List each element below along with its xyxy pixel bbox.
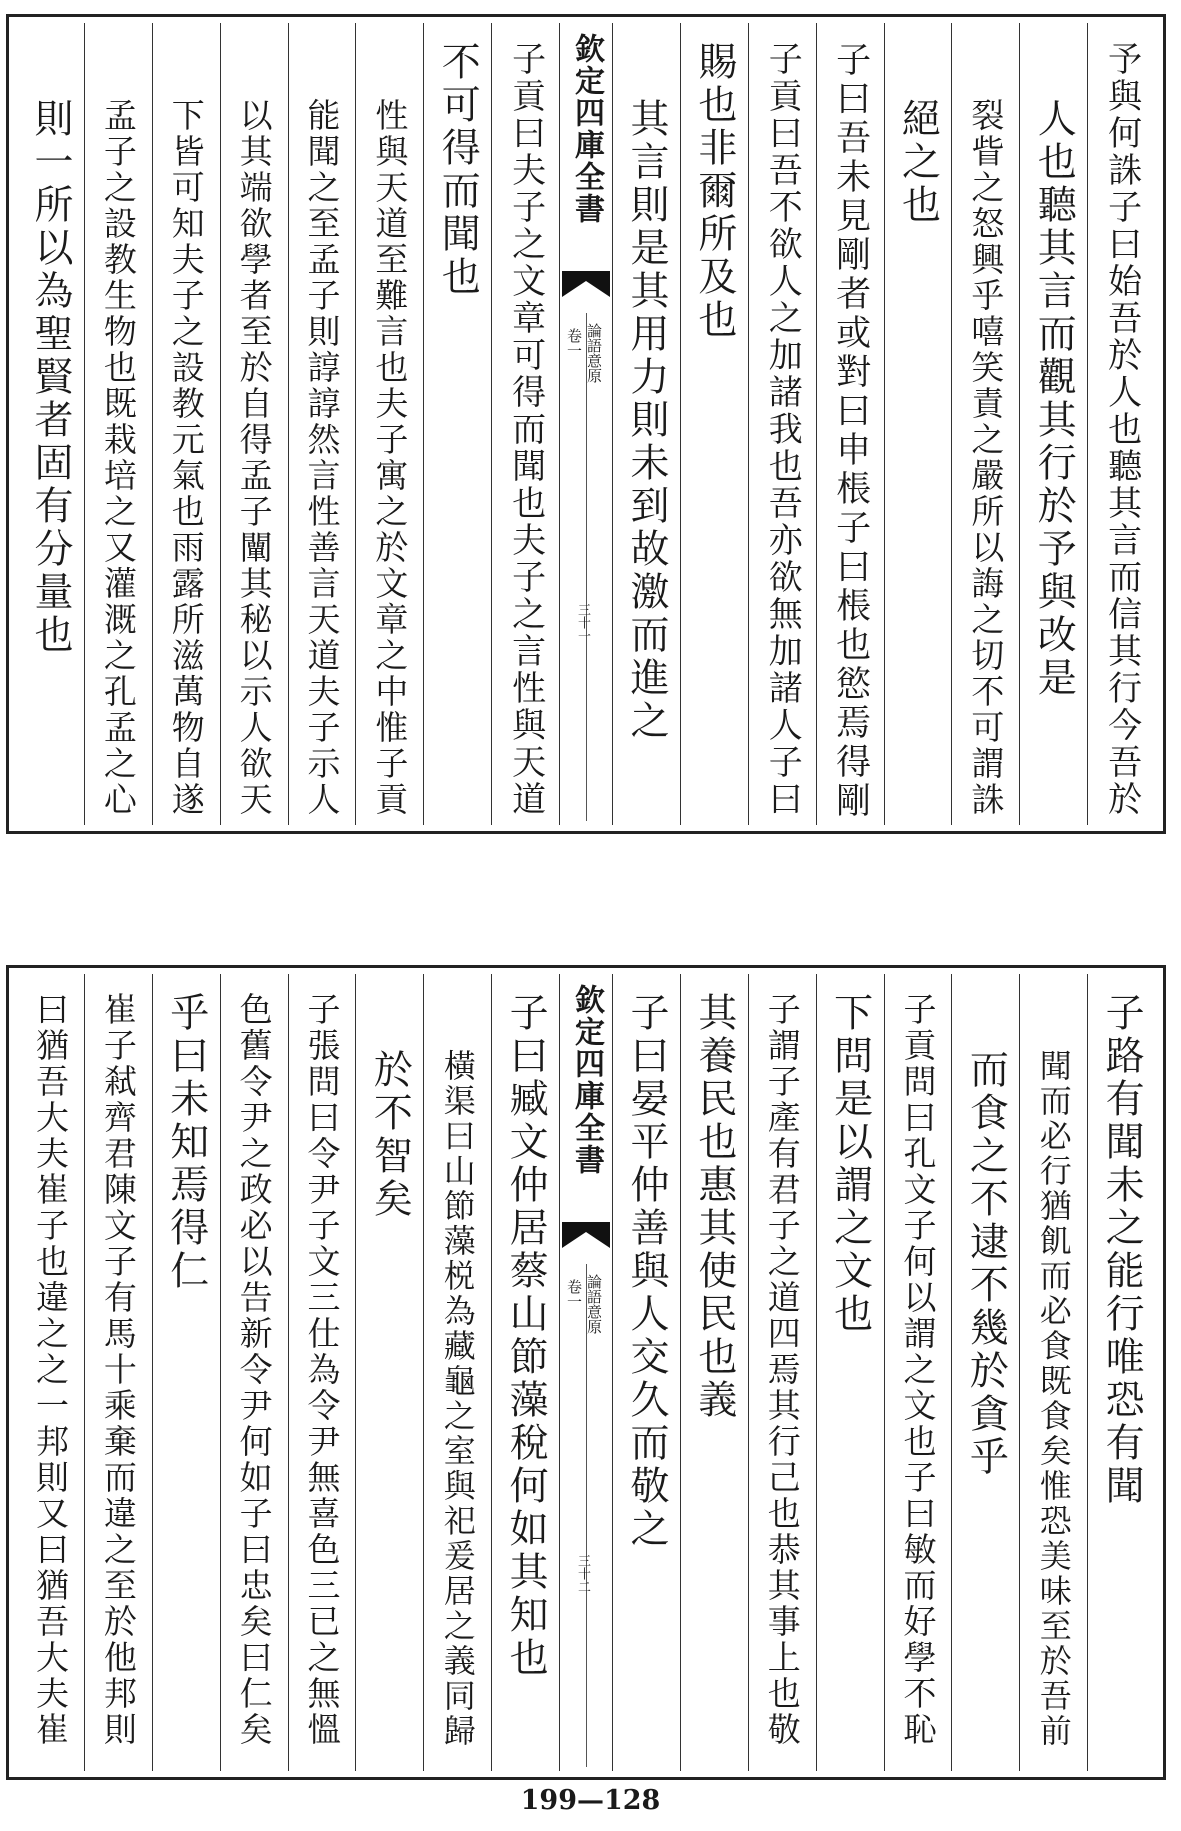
text-column: 而食之不逮不幾於貪乎 [951, 974, 1019, 1771]
book-header-title: 欽定四庫全書 [569, 33, 604, 225]
bottom-page [6, 965, 1166, 1780]
text-column: 絕之也 [884, 23, 952, 825]
text-column: 子謂子產有君子之道四焉其行己也恭其事上也敬 [748, 974, 816, 1771]
center-margin [559, 23, 612, 825]
text-column: 子貢曰吾不欲人之加諸我也吾亦欲無加諸人子曰 [748, 23, 816, 825]
text-column: 下皆可知夫子之設教元氣也雨露所滋萬物自遂 [152, 23, 220, 825]
book-name: 論語意原 [585, 323, 603, 383]
text-column: 乎曰未知焉得仁 [152, 974, 220, 1771]
book-header-title: 欽定四庫全書 [569, 984, 604, 1176]
page-footer-number: 199—128 [520, 1785, 661, 1816]
text-column: 能聞之至孟子則諄諄然言性善言天道夫子示人 [288, 23, 356, 825]
book-name: 論語意原 [585, 1274, 603, 1334]
text-column: 人也聽其言而觀其行於予與改是 [1019, 23, 1087, 825]
text-column: 其養民也惠其使民也義 [680, 974, 748, 1771]
volume-label: 卷一 [565, 328, 583, 358]
text-column: 賜也非爾所及也 [680, 23, 748, 825]
bottom-columns [17, 974, 1155, 1771]
text-column: 裂眥之怒興乎嘻笑責之嚴所以誨之切不可謂誅 [951, 23, 1019, 825]
text-column: 孟子之設教生物也既栽培之又灌溉之孔孟之心 [84, 23, 152, 825]
page-number: 三十二 [575, 1554, 590, 1593]
text-column: 子張問曰令尹子文三仕為令尹無喜色三已之無慍 [288, 974, 356, 1771]
text-column: 性與天道至難言也夫子寓之於文章之中惟子貢 [355, 23, 423, 825]
text-column: 子曰吾未見剛者或對曰申棖子曰棖也慾焉得剛 [816, 23, 884, 825]
fishtail-mark-icon [562, 271, 610, 297]
text-column: 子貢問曰孔文子何以謂之文也子曰敏而好學不恥 [884, 974, 952, 1771]
text-column: 崔子弒齊君陳文子有馬十乘棄而違之至於他邦則 [84, 974, 152, 1771]
center-margin [559, 974, 612, 1771]
text-column: 下問是以謂之文也 [816, 974, 884, 1771]
text-column: 以其端欲學者至於自得孟子闡其秘以示人欲天 [220, 23, 288, 825]
text-column: 曰猶吾大夫崔子也違之之一邦則又曰猶吾大夫崔 [30, 992, 70, 1748]
text-column: 色舊令尹之政必以告新令尹何如子曰忠矣曰仁矣 [220, 974, 288, 1771]
text-column: 聞而必行猶飢而必食既食矣惟恐美味至於吾前 [1019, 974, 1087, 1771]
text-column: 則一所以為聖賢者固有分量也 [27, 98, 73, 657]
fishtail-mark-icon [562, 1222, 610, 1248]
text-column: 子路有聞未之能行唯恐有聞 [1087, 974, 1155, 1771]
text-column: 其言則是其用力則未到故激而進之 [612, 23, 680, 825]
center-rule [586, 1264, 587, 1767]
top-page [6, 14, 1166, 834]
text-column: 橫渠曰山節藻棁為藏龜之室與祀爰居之義同歸 [423, 974, 491, 1771]
volume-label: 卷一 [565, 1279, 583, 1309]
text-column: 予與何誅子曰始吾於人也聽其言而信其行今吾於 [1087, 23, 1155, 825]
text-column: 子貢曰夫子之文章可得而聞也夫子之言性與天道 [491, 23, 559, 825]
text-column: 子曰臧文仲居蔡山節藻稅何如其知也 [491, 974, 559, 1771]
top-columns [17, 23, 1155, 825]
text-column: 於不智矣 [355, 974, 423, 1771]
page-number: 三十一 [575, 603, 590, 642]
text-column: 不可得而聞也 [423, 23, 491, 825]
text-column: 子曰晏平仲善與人交久而敬之 [612, 974, 680, 1771]
center-rule [586, 313, 587, 821]
